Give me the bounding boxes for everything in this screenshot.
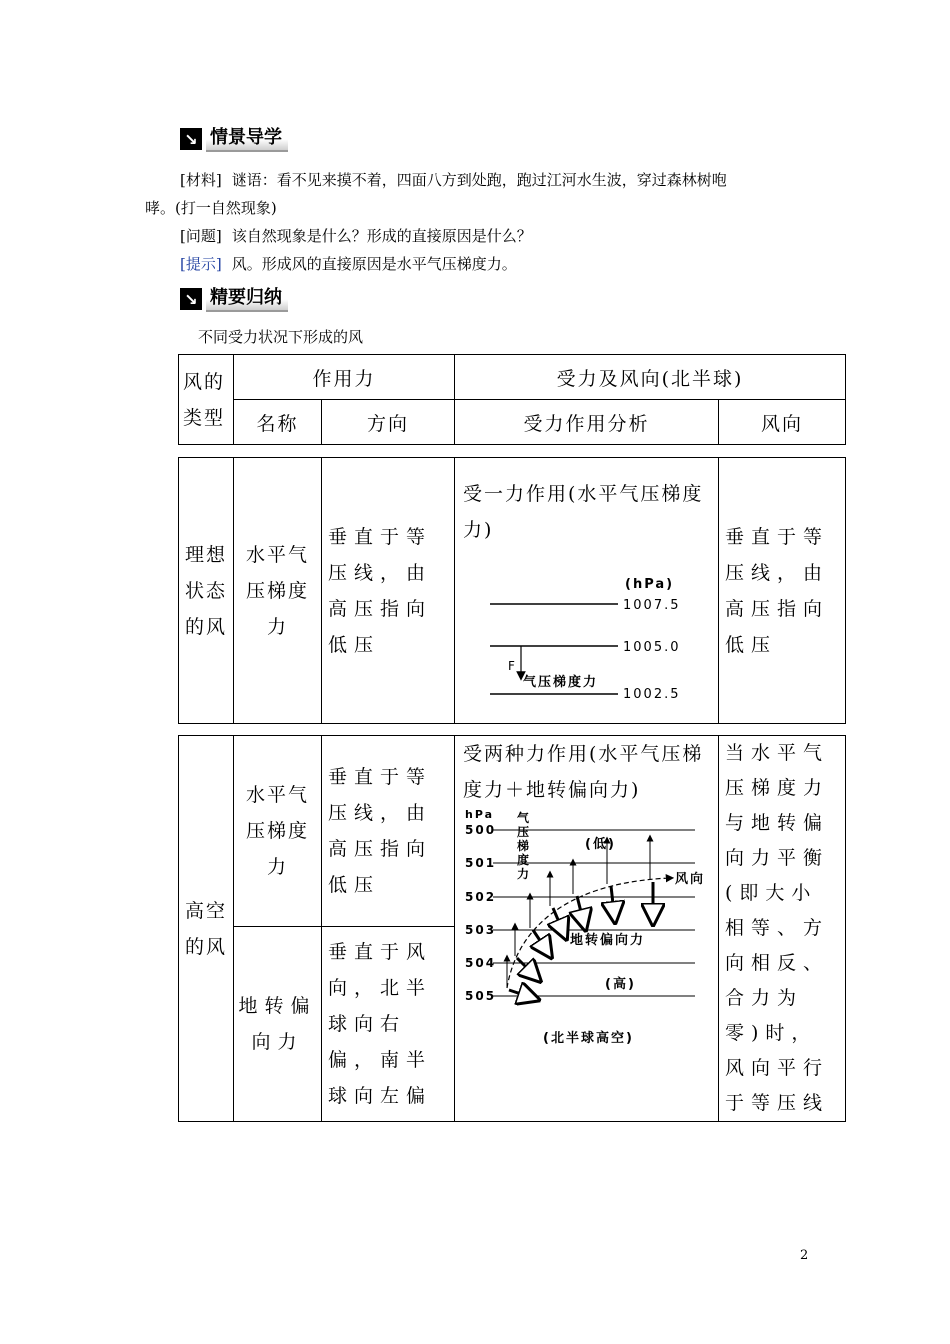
upper-wind-result: 当水平气压梯度力与地转偏向力平衡(即大小相等、方向相反、合力为零)时，风向平行于等压线: [719, 736, 846, 1122]
low-label: (低): [585, 837, 616, 852]
header-wind-direction: 风向: [719, 400, 846, 445]
pgf-vertical-label: 气压梯度力: [517, 811, 532, 881]
ideal-analysis-cell: [455, 458, 719, 724]
ideal-wind-diagram: [455, 548, 717, 698]
material-line1: [材料] 谜语：看不见来摸不着，四面八方到处跑，跑过江河水生波，穿过森林树咆: [180, 171, 727, 189]
page-number: 2: [800, 1248, 809, 1263]
isobar-label: 1002.5: [623, 687, 681, 698]
upper-force-direction-2: 垂直于风向，北半球向右偏，南半球向左偏: [322, 926, 455, 1121]
header-force: 作用力: [234, 355, 455, 400]
section-heading-situation: [180, 126, 288, 152]
section-title: 精要归纳: [206, 286, 288, 312]
header-table: [178, 354, 846, 445]
upper-wind-type: 高空的风: [179, 736, 234, 1122]
material-line2: 哮。(打一自然现象): [145, 199, 277, 217]
isobar-label: 501: [465, 856, 497, 870]
ideal-wind-type: 理想状态的风: [179, 458, 234, 724]
upper-wind-diagram: [455, 808, 717, 1060]
isobar-label: 1005.0: [623, 640, 681, 655]
ideal-wind-result: 垂直于等压线，由高压指向低压: [719, 458, 846, 724]
header-name: 名称: [234, 400, 322, 445]
upper-wind-table: [178, 735, 846, 1122]
ideal-force-name: 水平气压梯度力: [234, 458, 322, 724]
wind-label: 风向: [675, 872, 706, 887]
arrow-icon: ↘: [180, 288, 202, 310]
isobar-label: 500: [465, 823, 497, 837]
upper-force-direction-1: 垂直于等压线，由高压指向低压: [322, 736, 455, 927]
arrow-icon: ↘: [180, 128, 202, 150]
table-caption: 不同受力状况下形成的风: [198, 328, 364, 346]
upper-force-name-2: 地转偏向力: [234, 926, 322, 1121]
diagram-caption: (北半球高空): [543, 1031, 634, 1046]
upper-analysis-text: 受两种力作用(水平气压梯度力＋地转偏向力): [463, 743, 704, 801]
ideal-wind-table: [178, 457, 846, 724]
header-direction: 方向: [322, 400, 455, 445]
question-tag: [问题]: [180, 227, 222, 245]
isobar-label: 502: [465, 890, 497, 904]
upper-force-name-1: 水平气压梯度力: [234, 736, 322, 927]
header-force-direction: 受力及风向(北半球): [455, 355, 846, 400]
hint-line: [提示] 风。形成风的直接原因是水平气压梯度力。: [180, 255, 517, 273]
coriolis-label: 地转偏向力: [570, 933, 646, 948]
high-label: (高): [605, 977, 636, 992]
isobar-label: 505: [465, 989, 497, 1003]
section-title: 情景导学: [206, 126, 288, 152]
material-tag: [材料]: [180, 171, 222, 189]
upper-analysis-cell: [455, 736, 719, 1122]
question-line: [问题] 该自然现象是什么？形成的直接原因是什么？: [180, 227, 532, 245]
force-label: 气压梯度力: [523, 675, 599, 690]
hint-tag: [提示]: [180, 255, 222, 273]
ideal-analysis-text: 受一力作用(水平气压梯度力): [463, 483, 704, 541]
header-analysis: 受力作用分析: [455, 400, 719, 445]
isobar-label: 1007.5: [623, 598, 681, 613]
isobar-label: 504: [465, 956, 497, 970]
section-heading-summary: [180, 286, 288, 312]
ideal-force-direction: 垂直于等压线，由高压指向低压: [322, 458, 455, 724]
isobar-label: 503: [465, 923, 497, 937]
header-wind-type: 风的类型: [179, 355, 234, 445]
ideal-unit: (hPa): [625, 577, 675, 592]
force-symbol: F: [508, 659, 517, 673]
upper-unit: hPa: [465, 808, 495, 821]
